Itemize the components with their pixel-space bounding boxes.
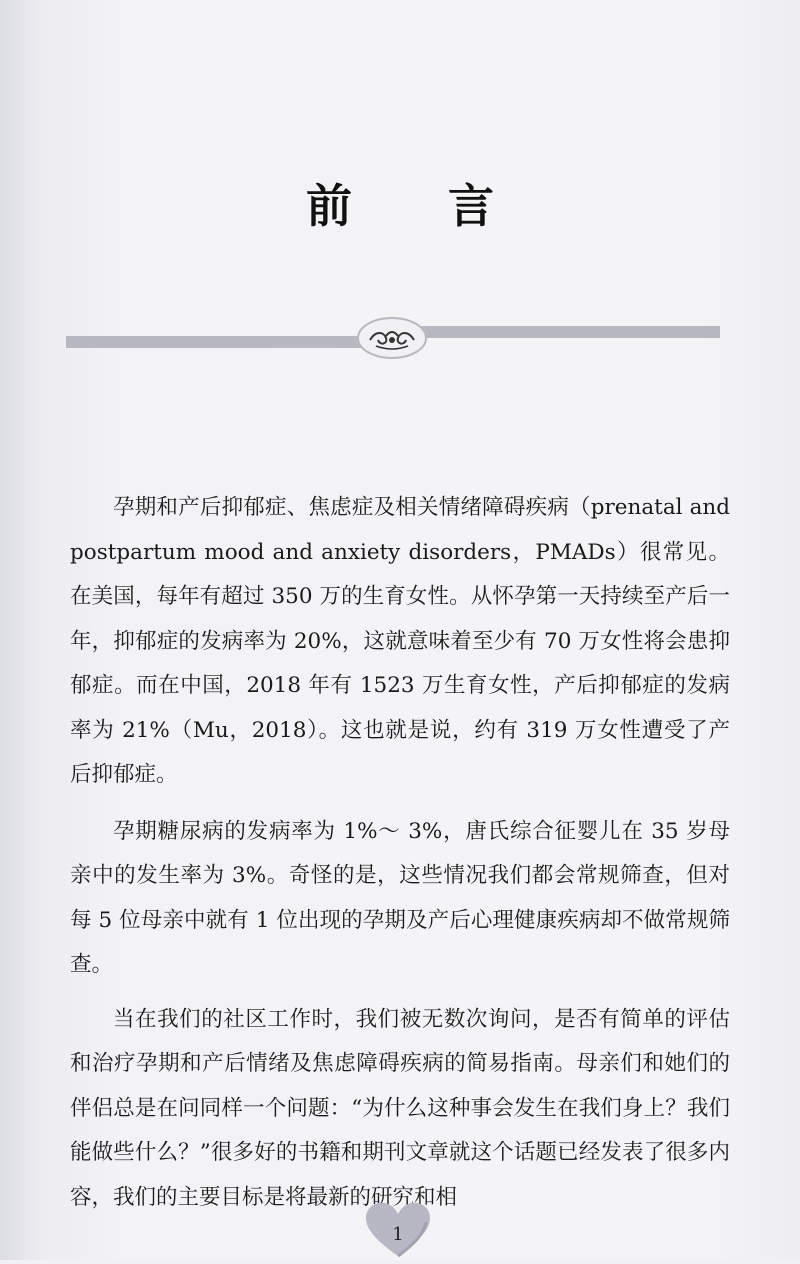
divider-bar-left xyxy=(66,336,366,348)
body-text xyxy=(70,486,730,1230)
page-title: 前 言 xyxy=(305,179,534,233)
page-number-badge xyxy=(358,1196,438,1260)
paragraph: 当在我们的社区工作时，我们被无数次询问，是否有简单的评估和治疗孕期和产后情绪及焦虑障碍疾病的简易指南。母亲们和她们的伴侣总是在问同样一个问题：“为什么这种事会发生在我们身上？我们能做些什么？”很多好的书籍和期刊文章就这个话题已经发表了很多内容，我们的主要目标是将最新的研究和相 xyxy=(70,1006,730,1210)
divider-bar-right xyxy=(418,326,720,338)
ornament-icon xyxy=(356,316,428,360)
paragraph: 孕期和产后抑郁症、焦虑症及相关情绪障碍疾病（prenatal and postpartum mood and anxiety disorders，PMADs）很常见。在美国，每年有超过 350 万的生育女性。从怀孕第一天持续至产后一年，抑郁症的发病率为 20%，这就意味着至少有 70 万女性将会患抑郁症。而在中国，2018 年有 1523 万生育女性，产后抑郁症的发病率为 21%（Mu，2018）。这也就是说，约有 319 万女性遭受了产后抑郁症。 xyxy=(70,495,730,787)
page-number: 1 xyxy=(392,1224,404,1245)
paragraph: 孕期糖尿病的发病率为 1%～ 3%，唐氏综合征婴儿在 35 岁母亲中的发生率为 3%。奇怪的是，这些情况我们都会常规筛查，但对每 5 位母亲中就有 1 位出现的孕期及产后心理健康疾病却不做常规筛查。 xyxy=(70,818,730,977)
title-divider xyxy=(66,312,720,362)
